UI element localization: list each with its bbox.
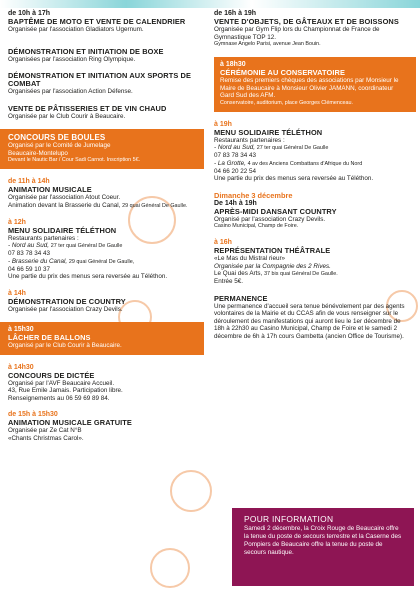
event-phone: 07 83 78 34 43: [214, 152, 257, 159]
decorative-swirl: [150, 548, 190, 588]
event-animation-musicale: [8, 178, 204, 210]
info-body: Samedi 2 décembre, la Croix Rouge de Beaucaire offre la tenue du poste de secours terrestre et la Caserne des Pompiers de Beaucaire offre la tenue du poste de secours nautique.: [244, 525, 402, 556]
event-apres-midi-country: [214, 192, 410, 231]
event-ceremonie-box: [214, 57, 416, 112]
event-organizer: Organisée par le Club Courir à Beaucaire.: [8, 112, 126, 120]
event-organizer: Organisées par l'association Action Défense.: [8, 88, 133, 95]
event-organizer: Organisées par l'association Ring Olympique.: [8, 55, 136, 63]
event-title: CÉRÉMONIE AU CONSERVATOIRE: [220, 68, 345, 77]
event-title: MENU SOLIDAIRE TÉLÉTHON: [8, 225, 117, 235]
event-price: Entrée 5€.: [214, 278, 244, 285]
event-title: DÉMONSTRATION ET INITIATION DE BOXE: [8, 46, 164, 56]
event-day: Dimanche 3 décembre: [214, 190, 293, 200]
event-theatre: [214, 239, 410, 286]
event-organizer-2: Beaucaire-Montelupo: [8, 149, 68, 157]
event-organizer: Organisée par l'association Gladiators Ugernum.: [8, 26, 144, 33]
event-title: REPRÉSENTATION THÉÂTRALE: [214, 246, 331, 255]
event-line: Le Quai des Arts, 37 bis quai Général De Gaulle.: [214, 270, 338, 277]
event-phone: 07 83 78 34 43: [8, 250, 51, 257]
event-line: - Brasserie du Canal, 29 quai Général De Gaulle,: [8, 257, 135, 265]
event-title: VENTE DE PÂTISSERIES ET DE VIN CHAUD: [8, 103, 167, 113]
event-title: PERMANENCE: [214, 293, 268, 303]
decorative-swirl: [170, 470, 212, 512]
event-time: à 18h30: [220, 61, 246, 68]
event-place: Conservatoire, auditorium, place Georges Clémenceau.: [220, 99, 354, 106]
event-time: à 12h: [8, 218, 26, 226]
event-time: à 19h: [214, 120, 232, 128]
event-organizer: Organisée par l'association Crazy Devils.: [8, 305, 123, 313]
event-time: à 14h: [8, 289, 26, 297]
event-phone: 04 66 59 10 37: [8, 265, 51, 273]
event-line: 43, Rue Emile Jamais. Participation libre.: [8, 387, 123, 394]
event-boules-box: [0, 129, 204, 169]
event-combat: [8, 72, 204, 96]
event-line: - Nord au Sud, 27 ter quai Général De Gaulle: [214, 144, 329, 151]
event-vente-objets: [214, 10, 410, 48]
event-ballons-box: [0, 322, 204, 355]
event-country: [8, 290, 204, 314]
event-time: à 16h: [214, 239, 232, 246]
event-line: «Le Mas du Mistral rieur»: [214, 255, 286, 262]
event-time: de 15h à 15h30: [8, 411, 58, 418]
event-time: De 14h à 19h: [214, 199, 257, 207]
event-title: CONCOURS DE BOULES: [8, 133, 106, 142]
event-line: Restaurants partenaires :: [214, 136, 285, 144]
event-organizer: Organisée par l'association Atout Coeur.: [8, 194, 121, 201]
event-line: - La Grotte, 4 av des Anciens Combattans d'Afrique du Nord: [214, 159, 363, 167]
event-title: CONCOURS DE DICTÉE: [8, 370, 95, 380]
event-line: Une partie du prix des menus sera reversée au Téléthon.: [214, 175, 374, 182]
event-title: DÉMONSTRATION DE COUNTRY: [8, 296, 126, 306]
event-dictee: [8, 364, 204, 403]
event-organizer: Organisée par Ze Cat N°B: [8, 427, 82, 434]
event-time: de 10h à 17h: [8, 10, 51, 17]
event-line: Restaurants partenaires :: [8, 234, 79, 242]
event-title: APRÈS-MIDI DANSANT COUNTRY: [214, 206, 337, 216]
event-line: Animation devant la Brasserie du Canal, 29 quai Général De Gaulle.: [8, 201, 188, 209]
event-musicale-gratuite: [8, 411, 204, 442]
left-column: [8, 10, 204, 451]
event-patisseries: [8, 105, 204, 121]
event-phone: 04 66 20 22 54: [214, 167, 257, 175]
event-organizer: Organisée par Gym Flip lors du Championnat de France de Gymnastique TOP 12.: [214, 26, 380, 41]
event-time: à 14h30: [8, 363, 34, 371]
event-title: ANIMATION MUSICALE GRATUITE: [8, 418, 132, 427]
event-title: LÂCHER DE BALLONS: [8, 333, 91, 342]
event-title: VENTE D'OBJETS, DE GÂTEAUX ET DE BOISSONS: [214, 17, 399, 26]
event-line: «Chants Christmas Carol».: [8, 434, 84, 442]
event-organizer: Organisé par le Club Courir à Beaucaire.: [8, 342, 122, 349]
right-column: [214, 10, 410, 349]
event-title: DÉMONSTRATION ET INITIATION AUX SPORTS DE COMBAT: [8, 71, 191, 88]
info-box: [232, 508, 414, 586]
event-time: à 15h30: [8, 326, 34, 333]
event-title: BAPTÊME DE MOTO ET VENTE DE CALENDRIER: [8, 17, 186, 26]
event-organizer: Organisé par l'AVF Beaucaire Accueil.: [8, 379, 115, 387]
event-boxe: [8, 48, 204, 64]
event-line: Une permanence d'accueil sera tenue bénévolement par des agents volontaires de la Mairie et du CCAS afin de vous renseigner sur le déroulement des manifestations qui auront lieu le 1er décembre de 18h à 22h30 au Casino Municipal, Champ de Foire et le samedi 2 décembre de 6h à 17h cours Gambetta (ancien Office de Tourisme).: [214, 302, 405, 340]
event-place: Gymnase Angelo Parisi, avenue Jean Bouin.: [214, 41, 321, 47]
event-line: Une partie du prix des menus sera reversée au Téléthon.: [8, 273, 168, 280]
info-title: POUR INFORMATION: [244, 514, 334, 524]
event-menu-solidaire-19h: [214, 121, 410, 183]
event-time: de 16h à 19h: [214, 10, 257, 17]
event-line: - Nord au Sud, 27 ter quai Général De Gaulle: [8, 242, 123, 249]
event-organizer: Organisé par l'association Crazy Devils.: [214, 215, 326, 223]
event-title: ANIMATION MUSICALE: [8, 185, 92, 194]
event-moto: [8, 10, 204, 34]
event-time: de 11h à 14h: [8, 178, 50, 185]
event-title: MENU SOLIDAIRE TÉLÉTHON: [214, 127, 323, 137]
event-place: Devant le Nautic Bar / Cour Sadi Carnot. Inscription 5€.: [8, 157, 141, 163]
event-line: Remise des premiers chèques des associations par Monsieur le Maire de Beaucaire à Monsieur Olivier JAMANN, coordinateur Gard Sud des AFM.: [220, 77, 399, 99]
event-permanence: [214, 295, 410, 341]
event-organizer: Organisé par le Comité de Jumelage: [8, 142, 111, 149]
top-teal-band: [0, 0, 420, 8]
event-menu-solidaire: [8, 219, 204, 281]
event-line: Renseignements au 06 59 69 89 84.: [8, 394, 110, 402]
event-place: Casino Municipal, Champ de Foire.: [214, 223, 299, 229]
event-organizer: Organisée par la Compagnie des 2 Rives.: [214, 262, 331, 270]
